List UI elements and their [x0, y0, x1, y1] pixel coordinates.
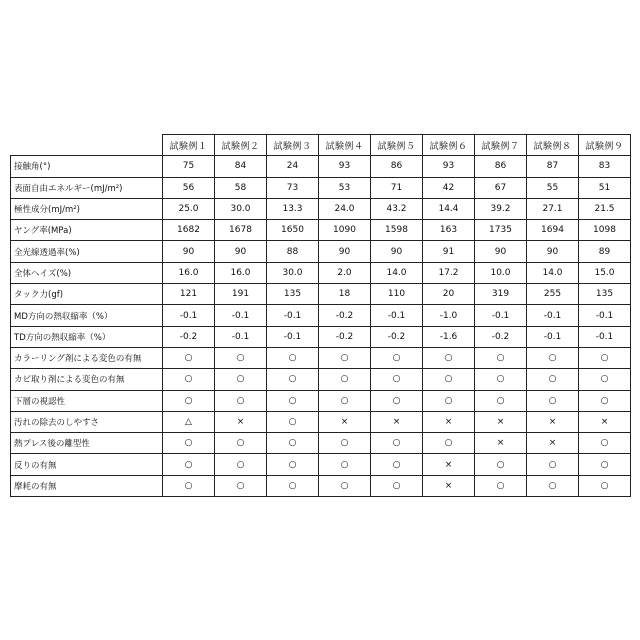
table-cell: ○ — [163, 475, 215, 496]
table-row — [11, 454, 631, 475]
table-body — [11, 156, 631, 497]
table-row — [11, 347, 631, 368]
table-cell: 90 — [163, 241, 215, 262]
table-cell: 75 — [163, 156, 215, 177]
table-cell: × — [579, 411, 631, 432]
table-cell: ○ — [475, 347, 527, 368]
table-cell: × — [215, 411, 267, 432]
table-row — [11, 475, 631, 496]
row-label: 反りの有無 — [11, 454, 163, 475]
table-cell: 110 — [371, 284, 423, 305]
table-cell: 1650 — [267, 220, 319, 241]
table-cell: × — [423, 411, 475, 432]
table-cell: 90 — [371, 241, 423, 262]
table-row — [11, 433, 631, 454]
table-cell: 1682 — [163, 220, 215, 241]
table-cell: ○ — [423, 369, 475, 390]
table-cell: × — [475, 433, 527, 454]
table-cell: 18 — [319, 284, 371, 305]
table-cell: 30.0 — [267, 262, 319, 283]
row-label: TD方向の熱収縮率（%） — [11, 326, 163, 347]
column-header: 試験例１ — [163, 135, 215, 156]
table-cell: -0.1 — [215, 326, 267, 347]
table-cell: ○ — [215, 347, 267, 368]
table-cell: × — [527, 411, 579, 432]
table-cell: × — [423, 454, 475, 475]
table-cell: 1098 — [579, 220, 631, 241]
corner-cell — [11, 135, 163, 156]
table-cell: 14.0 — [527, 262, 579, 283]
row-label: 摩耗の有無 — [11, 475, 163, 496]
table-cell: ○ — [527, 454, 579, 475]
table-cell: 14.0 — [371, 262, 423, 283]
row-label: MD方向の熱収縮率（%） — [11, 305, 163, 326]
table-cell: ○ — [371, 454, 423, 475]
table-cell: 39.2 — [475, 198, 527, 219]
table-cell: -0.2 — [163, 326, 215, 347]
table-cell: ○ — [371, 433, 423, 454]
table-cell: 25.0 — [163, 198, 215, 219]
table-cell: × — [371, 411, 423, 432]
table-cell: -0.2 — [475, 326, 527, 347]
table-row — [11, 220, 631, 241]
table-cell: ○ — [371, 369, 423, 390]
header-row — [11, 135, 631, 156]
table-cell: 15.0 — [579, 262, 631, 283]
table-cell: 89 — [579, 241, 631, 262]
table-cell: -0.2 — [371, 326, 423, 347]
table-cell: 10.0 — [475, 262, 527, 283]
table-cell: 30.0 — [215, 198, 267, 219]
table-cell: 56 — [163, 177, 215, 198]
table-cell: 58 — [215, 177, 267, 198]
table-cell: ○ — [527, 475, 579, 496]
column-header: 試験例３ — [267, 135, 319, 156]
table-cell: 16.0 — [163, 262, 215, 283]
table-cell: 86 — [475, 156, 527, 177]
table-cell: ○ — [267, 475, 319, 496]
table-cell: △ — [163, 411, 215, 432]
table-cell: × — [423, 475, 475, 496]
column-header: 試験例２ — [215, 135, 267, 156]
table-cell: ○ — [215, 369, 267, 390]
table-cell: ○ — [319, 347, 371, 368]
table-cell: 2.0 — [319, 262, 371, 283]
table-cell: × — [527, 433, 579, 454]
table-cell: ○ — [579, 454, 631, 475]
table-cell: 53 — [319, 177, 371, 198]
table-cell: ○ — [267, 454, 319, 475]
table-cell: -0.1 — [579, 305, 631, 326]
table-cell: ○ — [579, 369, 631, 390]
table-cell: 255 — [527, 284, 579, 305]
table-cell: 73 — [267, 177, 319, 198]
table-cell: ○ — [319, 475, 371, 496]
table-cell: -0.1 — [371, 305, 423, 326]
table-cell: 13.3 — [267, 198, 319, 219]
table-cell: ○ — [423, 433, 475, 454]
table-cell: ○ — [475, 475, 527, 496]
table-cell: ○ — [319, 454, 371, 475]
table-cell: 83 — [579, 156, 631, 177]
table-cell: -0.1 — [163, 305, 215, 326]
table-row — [11, 326, 631, 347]
row-label: 全体ヘイズ(%) — [11, 262, 163, 283]
table-cell: 14.4 — [423, 198, 475, 219]
table-cell: ○ — [527, 347, 579, 368]
table-cell: -0.1 — [475, 305, 527, 326]
table-cell: -0.1 — [527, 305, 579, 326]
column-header: 試験例９ — [579, 135, 631, 156]
table-cell: 1090 — [319, 220, 371, 241]
row-label: 汚れの除去のしやすさ — [11, 411, 163, 432]
table-cell: 319 — [475, 284, 527, 305]
row-label: 接触角(°) — [11, 156, 163, 177]
table-cell: ○ — [579, 433, 631, 454]
table-cell: ○ — [423, 347, 475, 368]
table-cell: 90 — [319, 241, 371, 262]
table-cell: × — [475, 411, 527, 432]
table-cell: 1598 — [371, 220, 423, 241]
table-cell: ○ — [163, 433, 215, 454]
table-row — [11, 156, 631, 177]
row-label: カラーリング剤による変色の有無 — [11, 347, 163, 368]
table-row — [11, 369, 631, 390]
column-header: 試験例８ — [527, 135, 579, 156]
row-label: 極性成分(mJ/m²) — [11, 198, 163, 219]
table-cell: 86 — [371, 156, 423, 177]
table-cell: ○ — [267, 369, 319, 390]
table-cell: ○ — [267, 411, 319, 432]
table-cell: 24 — [267, 156, 319, 177]
table-cell: 55 — [527, 177, 579, 198]
table-cell: 90 — [475, 241, 527, 262]
table-cell: -0.2 — [319, 326, 371, 347]
table-cell: -1.6 — [423, 326, 475, 347]
table-row — [11, 284, 631, 305]
table-cell: ○ — [319, 369, 371, 390]
table-cell: ○ — [163, 454, 215, 475]
table-cell: 135 — [267, 284, 319, 305]
table-cell: 67 — [475, 177, 527, 198]
table-cell: 17.2 — [423, 262, 475, 283]
table-cell: ○ — [215, 475, 267, 496]
table-cell: 91 — [423, 241, 475, 262]
table-cell: -0.1 — [267, 326, 319, 347]
table-cell: 84 — [215, 156, 267, 177]
column-header: 試験例６ — [423, 135, 475, 156]
table-row — [11, 411, 631, 432]
table-cell: ○ — [579, 475, 631, 496]
row-label: タック力(gf) — [11, 284, 163, 305]
table-cell: 93 — [319, 156, 371, 177]
table-cell: ○ — [579, 347, 631, 368]
table-cell: 1735 — [475, 220, 527, 241]
results-table — [10, 134, 631, 497]
row-label: 下層の視認性 — [11, 390, 163, 411]
row-label: 表面自由エネルギー(mJ/m²) — [11, 177, 163, 198]
table-row — [11, 305, 631, 326]
table-row — [11, 262, 631, 283]
table-cell: 21.5 — [579, 198, 631, 219]
table-cell: ○ — [423, 390, 475, 411]
table-cell: 16.0 — [215, 262, 267, 283]
table-cell: ○ — [215, 454, 267, 475]
table-cell: ○ — [215, 390, 267, 411]
table-cell: ○ — [319, 433, 371, 454]
row-label: 熱プレス後の離型性 — [11, 433, 163, 454]
table-cell: 90 — [527, 241, 579, 262]
table-cell: 71 — [371, 177, 423, 198]
table-cell: ○ — [267, 433, 319, 454]
table-cell: ○ — [527, 369, 579, 390]
table-cell: 90 — [215, 241, 267, 262]
table-cell: 43.2 — [371, 198, 423, 219]
table-cell: -0.1 — [527, 326, 579, 347]
table-cell: ○ — [579, 390, 631, 411]
column-header: 試験例７ — [475, 135, 527, 156]
table-row — [11, 198, 631, 219]
table-cell: ○ — [163, 369, 215, 390]
table-cell: ○ — [163, 390, 215, 411]
table-cell: 51 — [579, 177, 631, 198]
table-cell: ○ — [475, 454, 527, 475]
table-cell: 135 — [579, 284, 631, 305]
table-cell: 1694 — [527, 220, 579, 241]
column-header: 試験例５ — [371, 135, 423, 156]
row-label: 全光線透過率(%) — [11, 241, 163, 262]
table-cell: ○ — [163, 347, 215, 368]
table-cell: 88 — [267, 241, 319, 262]
table-cell: ○ — [215, 433, 267, 454]
table-cell: 191 — [215, 284, 267, 305]
table-cell: 20 — [423, 284, 475, 305]
table-cell: -0.1 — [215, 305, 267, 326]
table-cell: ○ — [267, 390, 319, 411]
table-cell: ○ — [527, 390, 579, 411]
table-cell: × — [319, 411, 371, 432]
table-cell: 24.0 — [319, 198, 371, 219]
row-label: ヤング率(MPa) — [11, 220, 163, 241]
row-label: カビ取り剤による変色の有無 — [11, 369, 163, 390]
table-cell: 163 — [423, 220, 475, 241]
table-cell: 42 — [423, 177, 475, 198]
table-cell: ○ — [371, 390, 423, 411]
table-row — [11, 390, 631, 411]
column-header: 試験例４ — [319, 135, 371, 156]
table-cell: 87 — [527, 156, 579, 177]
table-cell: 1678 — [215, 220, 267, 241]
table-cell: ○ — [475, 390, 527, 411]
table-cell: ○ — [371, 347, 423, 368]
table-cell: -0.2 — [319, 305, 371, 326]
table-cell: ○ — [475, 369, 527, 390]
results-table-container — [10, 134, 630, 497]
table-cell: -1.0 — [423, 305, 475, 326]
table-cell: -0.1 — [267, 305, 319, 326]
table-cell: 121 — [163, 284, 215, 305]
table-cell: ○ — [267, 347, 319, 368]
table-cell: -0.1 — [579, 326, 631, 347]
table-cell: 93 — [423, 156, 475, 177]
table-cell: ○ — [319, 390, 371, 411]
table-cell: 27.1 — [527, 198, 579, 219]
table-row — [11, 241, 631, 262]
table-row — [11, 177, 631, 198]
table-cell: ○ — [371, 475, 423, 496]
